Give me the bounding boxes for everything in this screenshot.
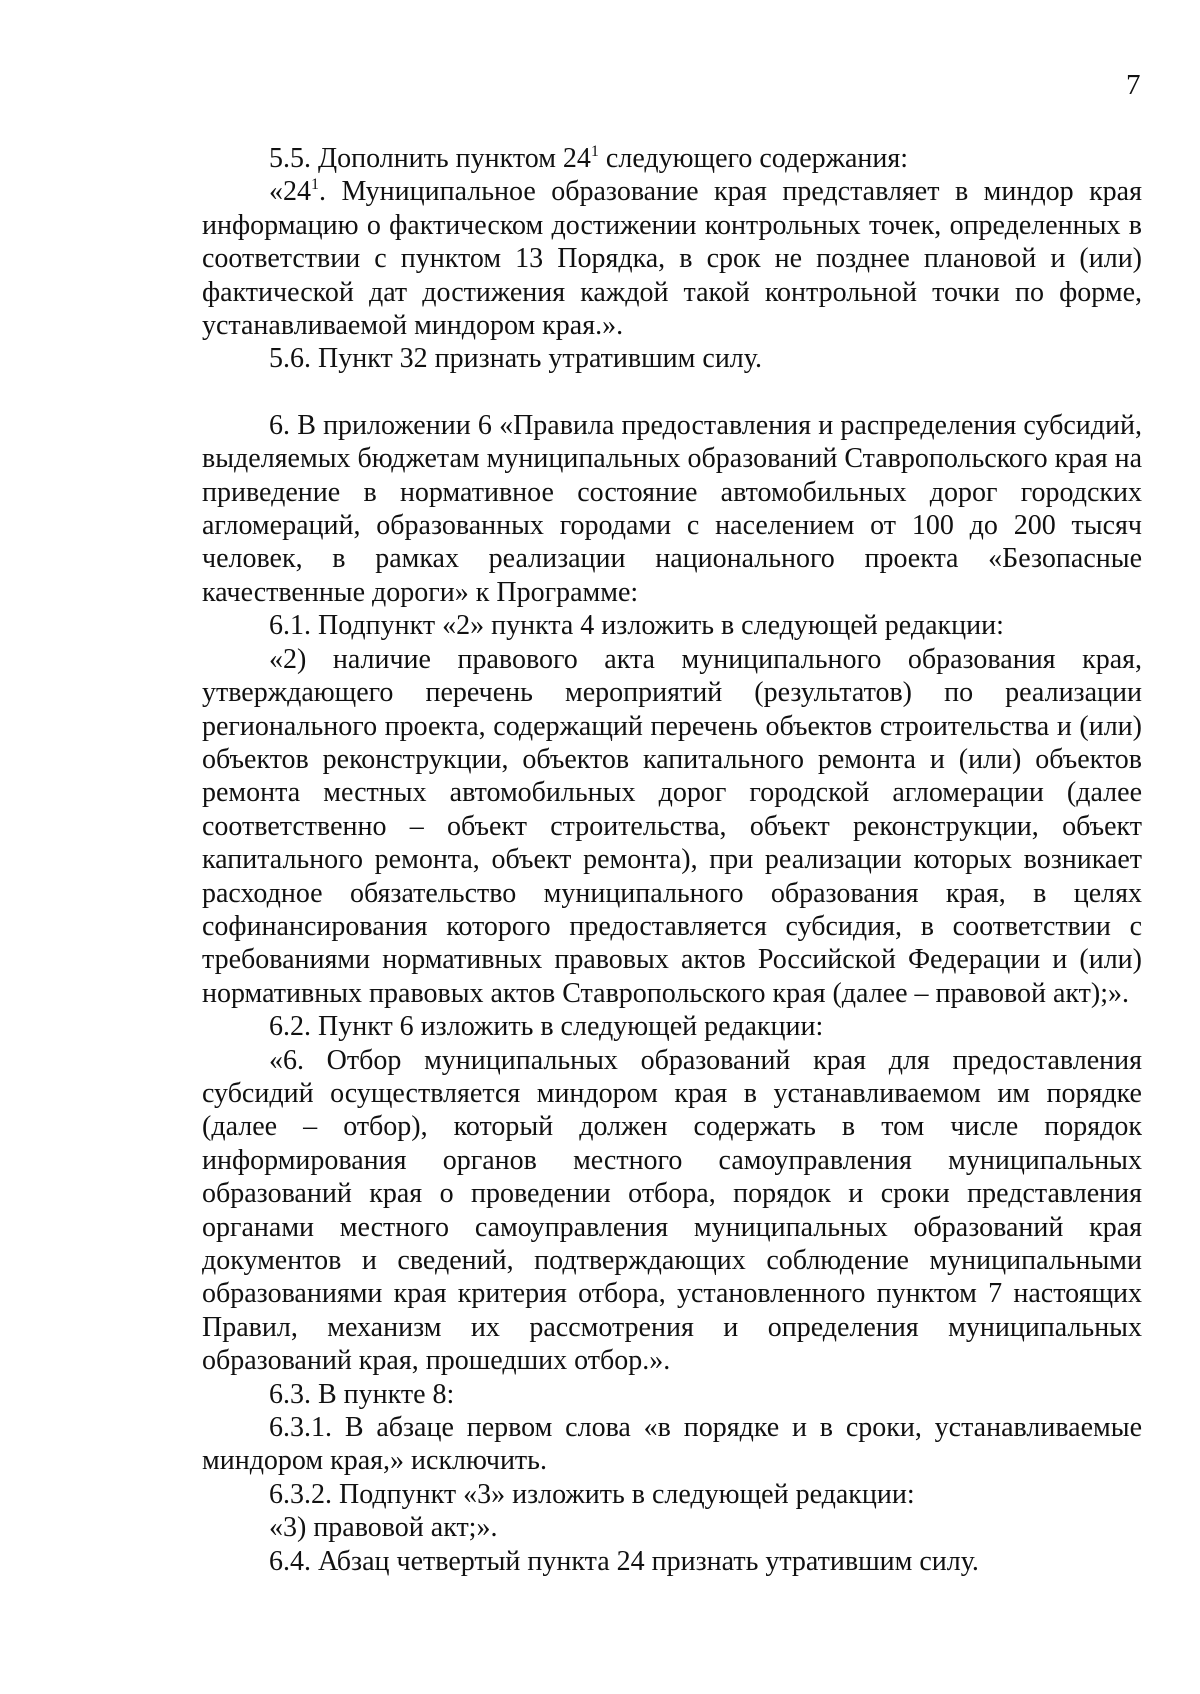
- paragraph-6-3-1: 6.3.1. В абзаце первом слова «в порядке и в сроки, устанавливаемые миндором края,» исключить.: [202, 1412, 1142, 1477]
- superscript-index: 1: [311, 176, 319, 194]
- paragraph-5-5-text-start: 5.5. Дополнить пунктом 24: [269, 143, 591, 174]
- section-spacer: [202, 376, 1142, 409]
- paragraph-5-5: [202, 142, 1142, 175]
- paragraph-6-2: 6.2. Пункт 6 изложить в следующей редакции:: [269, 1011, 824, 1043]
- paragraph-6-3-2: 6.3.2. Подпункт «3» изложить в следующей редакции:: [269, 1478, 915, 1510]
- paragraph-subitem-2-quote: «2) наличие правового акта муниципального образования края, утверждающего перечень мероприятий (результатов) по реализации регионального проекта, содержащий перечень объектов строительства и (или) объектов реконструкции, объектов капитального ремонта и (или) объектов ремонта местных автомобильных дорог городской агломерации (далее соответственно – объект строительства, объект реконструкции, объект капитального ремонта, объект ремонта), при реализации которых возникает расходное обязательство муниципального образования края, в целях софинансирования которого предоставляется субсидия, в соответствии с требованиями нормативных правовых актов Российской Федерации и (или) нормативных правовых актов Ставропольского края (далее – правовой акт);».: [202, 643, 1142, 1009]
- document-body: [202, 142, 1142, 1578]
- paragraph-subitem-3-quote: «3) правовой акт;».: [269, 1512, 498, 1544]
- paragraph-5-5-text-end: следующего содержания:: [598, 143, 909, 174]
- paragraph-6-4: 6.4. Абзац четвертый пункта 24 признать утратившим силу.: [269, 1545, 979, 1577]
- paragraph-24-1-quote: [202, 175, 1142, 342]
- paragraph-6-3: 6.3. В пункте 8:: [269, 1378, 455, 1410]
- paragraph-5-6: 5.6. Пункт 32 признать утратившим силу.: [269, 343, 762, 375]
- paragraph-6-1: 6.1. Подпункт «2» пункта 4 изложить в следующей редакции:: [269, 610, 1004, 642]
- paragraph-6: 6. В приложении 6 «Правила предоставления и распределения субсидий, выделяемых бюджетам муниципальных образований Ставропольского края на приведение в нормативное состояние автомобильных дорог городских агломераций, образованных городами с населением от 100 до 200 тысяч человек, в рамках реализации национального проекта «Безопасные качественные дороги» к Программе:: [202, 409, 1142, 608]
- paragraph-24-1-text-end: . Муниципальное образование края представляет в миндор края информацию о фактическом достижении контрольных точек, определенных в соответствии с пунктом 13 Порядка, в срок не позднее плановой и (или) фактической дат достижения каждой такой контрольной точки по форме, устанавливаемой миндором края.».: [202, 176, 1142, 342]
- paragraph-24-1-text-start: «24: [269, 176, 311, 208]
- paragraph-item-6-quote: «6. Отбор муниципальных образований края для предоставления субсидий осуществляется миндором края в устанавливаемом им порядке (далее – отбор), который должен содержать в том числе порядок информирования органов местного самоуправления муниципальных образований края о проведении отбора, порядок и сроки представления органами местного самоуправления муниципальных образований края документов и сведений, подтверждающих соблюдение муниципальными образованиями края критерия отбора, установленного пунктом 7 настоящих Правил, механизм их рассмотрения и определения муниципальных образований края, прошедших отбор.».: [202, 1044, 1142, 1377]
- superscript-index: 1: [590, 143, 599, 160]
- page-number: 7: [1126, 69, 1141, 101]
